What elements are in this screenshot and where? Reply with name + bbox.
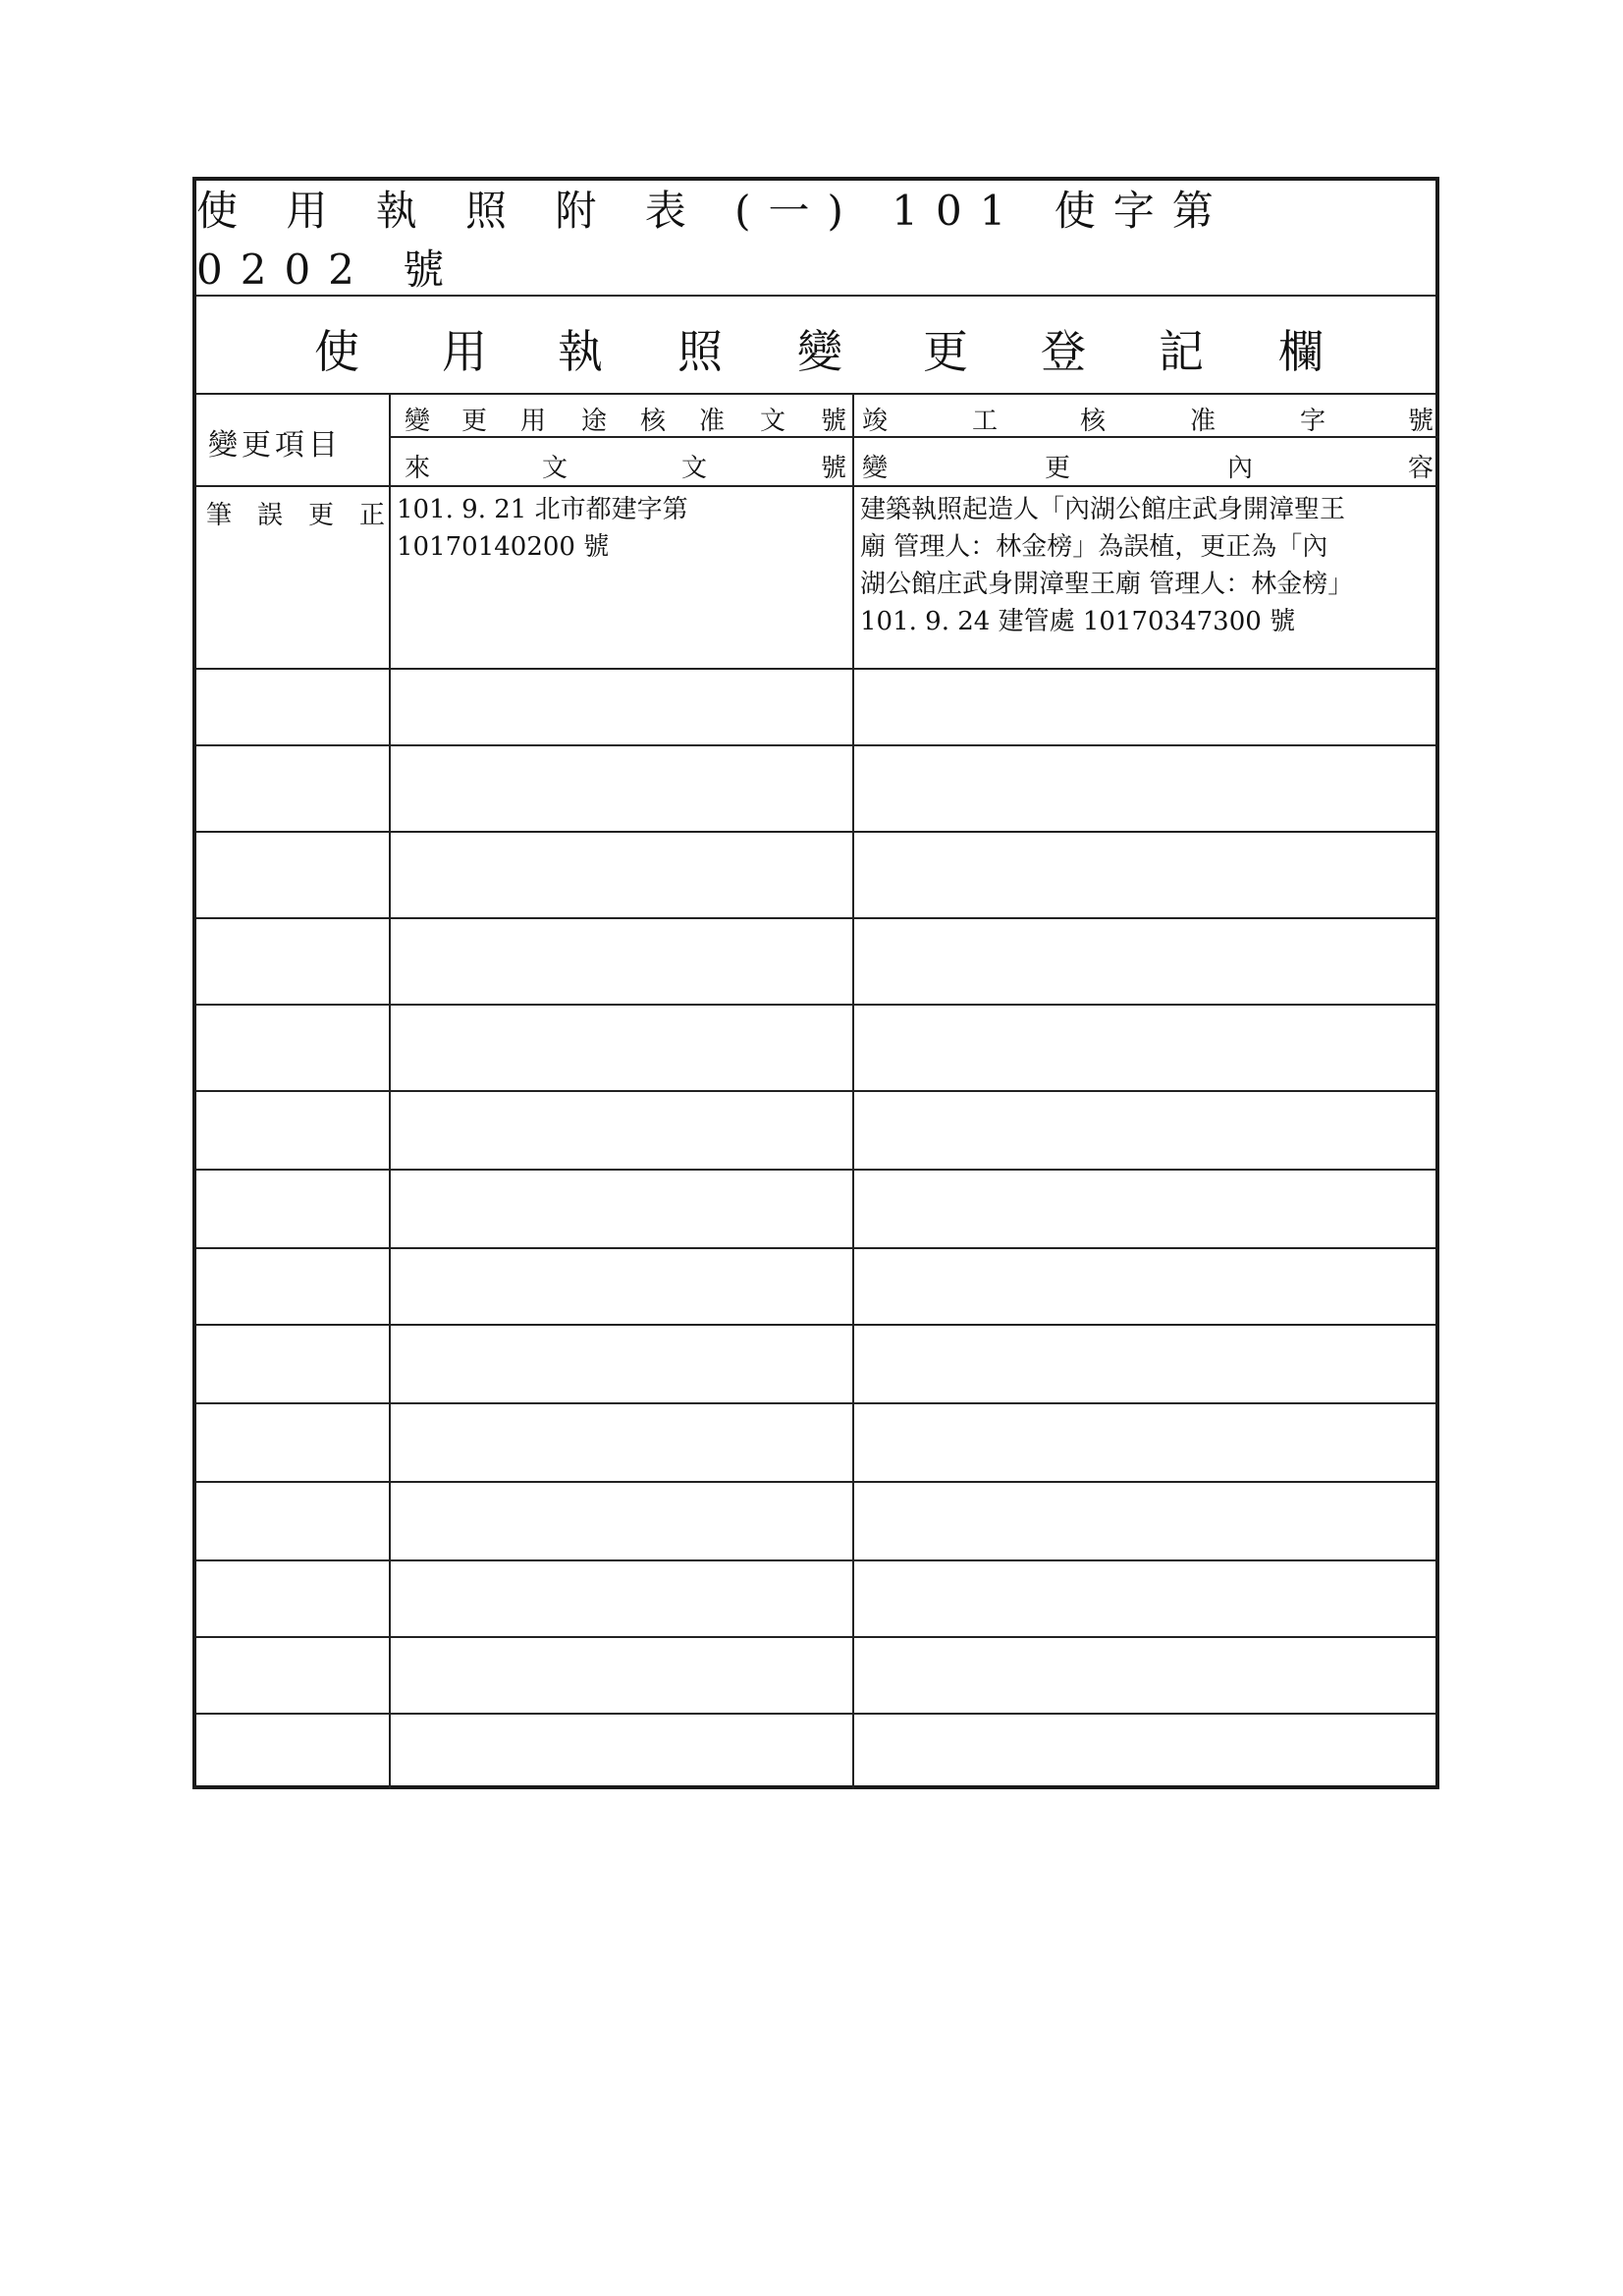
section-title-char: 用: [442, 325, 487, 378]
row-item-char: 誤: [257, 501, 284, 530]
section-title-char: 更: [923, 325, 968, 378]
header-char: 工: [972, 407, 999, 436]
row-divider: [196, 1636, 1435, 1638]
header-char: 核: [640, 407, 667, 436]
section-title-char: 變: [797, 325, 842, 378]
form-title: 使 用 執 照 附 表 (一) 101 使字第 0202 號: [196, 187, 1231, 294]
content-line: 101. 9. 24 建管處 10170347300 號: [860, 607, 1296, 636]
header-char: 變: [405, 407, 431, 436]
header-char: 更: [461, 407, 488, 436]
row-divider: [196, 485, 1435, 487]
row-divider: [196, 1713, 1435, 1715]
row-divider: [196, 1169, 1435, 1171]
row-item-char: 更: [308, 501, 335, 530]
row-divider: [196, 1090, 1435, 1092]
content-line: 廟 管理人：林金榜」為誤植，更正為「內: [860, 532, 1328, 562]
row-divider: [196, 1481, 1435, 1483]
doc-line: 101. 9. 21 北市都建字第: [397, 495, 688, 524]
license-form: [192, 177, 1439, 1789]
row-divider: [196, 1402, 1435, 1404]
content-line: 湖公館庄武身開漳聖王廟 管理人：林金榜」: [860, 570, 1354, 599]
header-char: 字: [1300, 407, 1326, 436]
row-divider: [196, 1324, 1435, 1326]
header-char: 號: [821, 454, 847, 483]
header-char: 文: [681, 454, 708, 483]
section-title-row: [196, 295, 1435, 395]
header-char: 來: [405, 454, 431, 483]
header-char: 號: [821, 407, 847, 436]
row-divider: [196, 744, 1435, 746]
row-divider: [196, 1247, 1435, 1249]
header-char: 途: [581, 407, 608, 436]
section-title-char: 照: [677, 325, 723, 378]
header-char: 竣: [862, 407, 889, 436]
section-title-char: 執: [558, 325, 603, 378]
row-divider: [196, 1559, 1435, 1561]
section-title-char: 欄: [1278, 325, 1324, 378]
header-char: 准: [699, 407, 726, 436]
header-divider: [389, 436, 1439, 438]
header-char: 准: [1190, 407, 1217, 436]
header-char: 內: [1227, 454, 1254, 483]
row-divider: [196, 917, 1435, 919]
change-item-header: 變更項目: [208, 428, 342, 463]
header-char: 用: [520, 407, 547, 436]
header-char: 變: [862, 454, 889, 483]
row-divider: [196, 1004, 1435, 1006]
form-title-row: [196, 181, 1435, 297]
section-title-char: 登: [1041, 325, 1086, 378]
header-char: 文: [760, 407, 786, 436]
header-char: 文: [542, 454, 568, 483]
section-title-char: 記: [1159, 325, 1204, 378]
row-divider: [196, 831, 1435, 833]
header-char: 號: [1408, 407, 1434, 436]
header-char: 容: [1408, 454, 1434, 483]
section-title-char: 使: [314, 325, 359, 378]
content-line: 建築執照起造人「內湖公館庄武身開漳聖王: [860, 495, 1346, 524]
header-char: 核: [1080, 407, 1107, 436]
row-divider: [196, 668, 1435, 670]
doc-line: 10170140200 號: [397, 532, 610, 562]
row-item-char: 正: [359, 501, 386, 530]
header-char: 更: [1045, 454, 1071, 483]
row-item-char: 筆: [206, 501, 233, 530]
